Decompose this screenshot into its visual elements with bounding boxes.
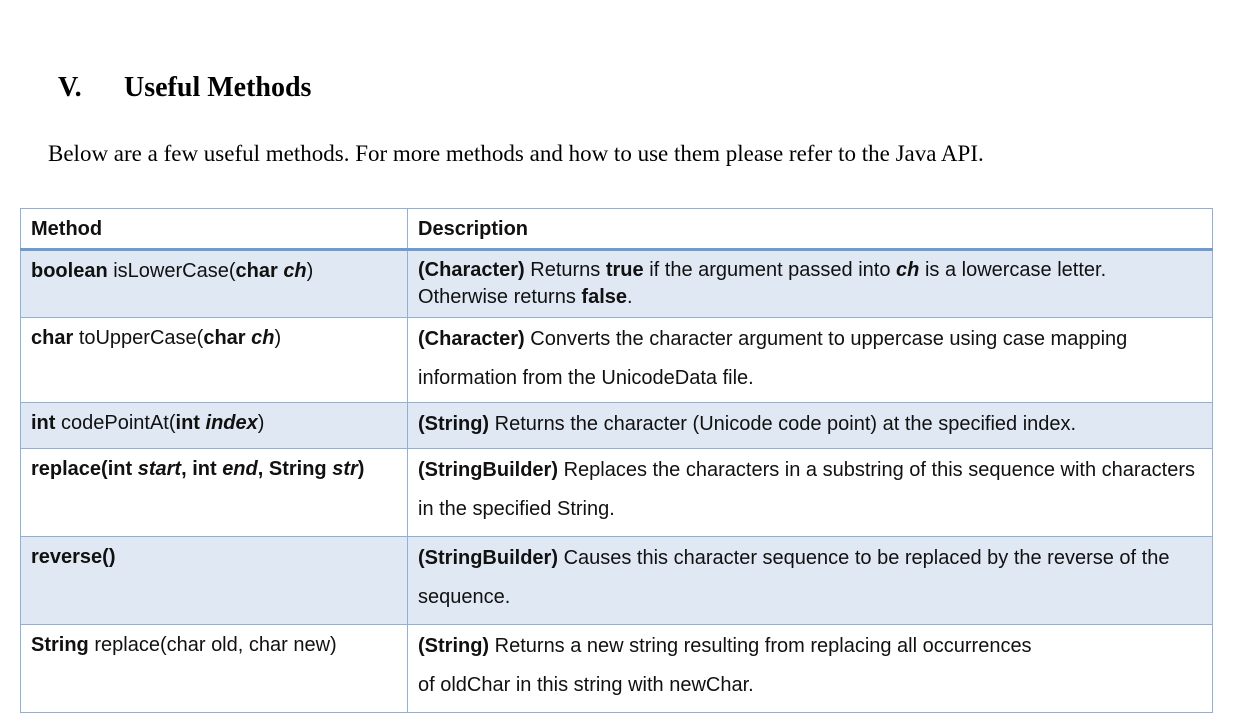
arg-name: start <box>137 458 182 480</box>
desc-text: of oldChar in this string with newChar. <box>418 674 754 696</box>
method-name: reverse() <box>31 546 116 568</box>
method-name: codePointAt( <box>61 412 176 434</box>
method-part: ) <box>357 458 365 480</box>
method-part: , int <box>181 458 217 480</box>
desc-keyword: false <box>581 286 627 308</box>
arg-name: end <box>222 458 258 480</box>
method-cell <box>21 250 408 318</box>
table-row <box>21 250 1213 318</box>
class-tag: (Character) <box>418 328 525 350</box>
arg-name: str <box>332 458 358 480</box>
description-cell <box>408 318 1213 403</box>
section-heading <box>58 72 311 104</box>
desc-arg: ch <box>896 259 920 281</box>
header-description: Description <box>408 209 1213 250</box>
method-part: replace(int <box>31 458 133 480</box>
intro-paragraph: Below are a few useful methods. For more methods and how to use them please refer to the Java API. <box>48 141 984 166</box>
method-cell <box>21 318 408 403</box>
desc-text: Converts the character argument to uppercase using case mapping information from the UnicodeData file. <box>418 328 1128 389</box>
desc-text: Otherwise returns <box>418 286 576 308</box>
table-row <box>21 403 1213 449</box>
method-cell <box>21 403 408 449</box>
table-row <box>21 537 1213 625</box>
desc-text: Returns the character (Unicode code point) at the specified index. <box>494 413 1077 435</box>
description-cell <box>408 625 1213 713</box>
desc-text: is a lowercase letter. <box>924 259 1107 281</box>
section-title: Useful Methods <box>124 72 312 103</box>
arg-name: ch <box>251 327 275 349</box>
desc-text: Returns a new string resulting from replacing all occurrences <box>494 635 1032 657</box>
method-cell <box>21 625 408 713</box>
desc-text: Returns <box>530 259 601 281</box>
class-tag: (StringBuilder) <box>418 459 558 481</box>
desc-text: Causes this character sequence to be replaced by the reverse of the sequence. <box>418 547 1170 608</box>
paren: ) <box>257 412 265 434</box>
method-cell <box>21 537 408 625</box>
class-tag: (String) <box>418 413 490 435</box>
description-cell <box>408 250 1213 318</box>
method-name: replace(char old, char new) <box>94 634 337 656</box>
desc-text: if the argument passed into <box>649 259 891 281</box>
table-header-row <box>21 209 1213 250</box>
arg-name: ch <box>283 260 307 282</box>
table-row <box>21 318 1213 403</box>
description-cell <box>408 537 1213 625</box>
method-name: toUpperCase( <box>78 327 204 349</box>
class-tag: (Character) <box>418 259 525 281</box>
method-part: , String <box>257 458 327 480</box>
class-tag: (String) <box>418 635 490 657</box>
description-cell <box>408 449 1213 537</box>
arg-type: char <box>235 260 278 282</box>
return-type: String <box>31 634 89 656</box>
desc-text: Replaces the characters in a substring of this sequence with characters in the specified String. <box>418 459 1195 520</box>
arg-type: char <box>203 327 246 349</box>
method-cell <box>21 449 408 537</box>
desc-text: . <box>627 286 633 308</box>
return-type: boolean <box>31 260 108 282</box>
methods-table <box>20 208 1213 713</box>
description-cell <box>408 403 1213 449</box>
return-type: char <box>31 327 74 349</box>
class-tag: (StringBuilder) <box>418 547 558 569</box>
header-method: Method <box>21 209 408 250</box>
section-number: V. <box>58 72 82 103</box>
arg-name: index <box>205 412 258 434</box>
table-row <box>21 625 1213 713</box>
paren: ) <box>274 327 282 349</box>
table-row <box>21 449 1213 537</box>
desc-keyword: true <box>605 259 644 281</box>
arg-type: int <box>175 412 200 434</box>
method-name: isLowerCase( <box>113 260 236 282</box>
return-type: int <box>31 412 56 434</box>
paren: ) <box>306 260 314 282</box>
